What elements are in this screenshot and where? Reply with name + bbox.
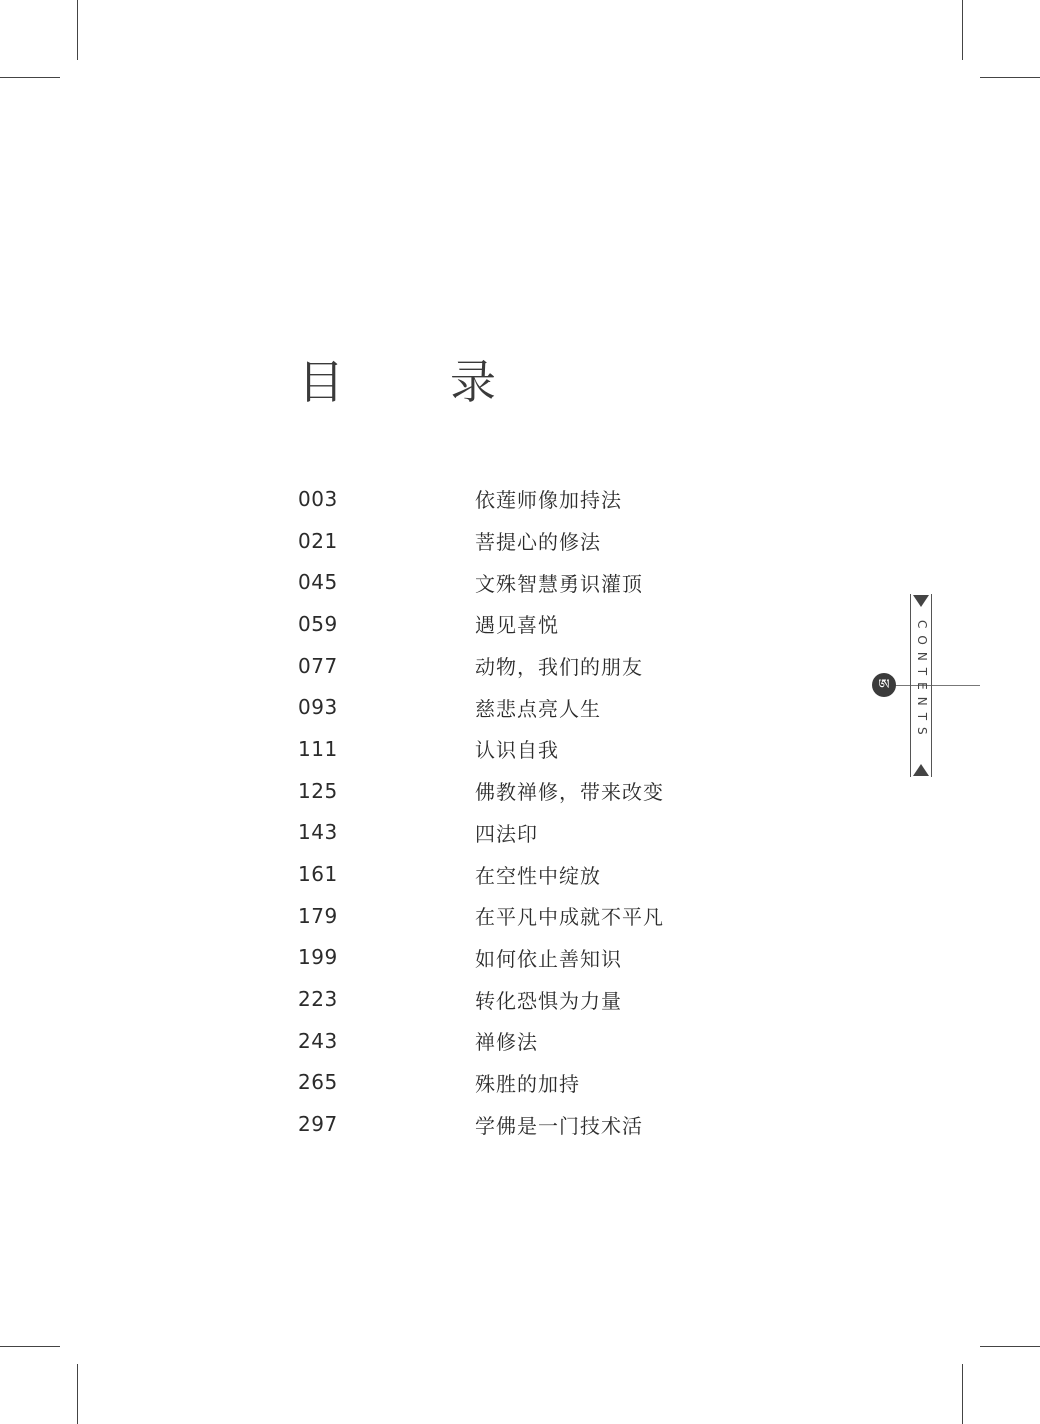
toc-page-number: 077 [298, 653, 338, 678]
crop-mark [0, 1346, 60, 1347]
crop-mark [980, 1346, 1040, 1347]
toc-entry[interactable] [298, 770, 718, 812]
toc-chapter-title: 动物，我们的朋友 [475, 655, 643, 680]
toc-chapter-title: 学佛是一门技术活 [475, 1113, 643, 1138]
toc-page-number: 059 [298, 611, 338, 636]
page-title: 目 录 [298, 355, 526, 409]
toc-entry[interactable] [298, 1062, 718, 1104]
toc-entry[interactable] [298, 603, 718, 645]
toc-entry[interactable] [298, 520, 718, 562]
toc-entry[interactable] [298, 895, 718, 937]
toc-entry[interactable] [298, 478, 718, 520]
toc-chapter-title: 佛教禅修，带来改变 [475, 780, 664, 805]
crop-mark [962, 1364, 963, 1424]
toc-entry[interactable] [298, 686, 718, 728]
toc-chapter-title: 文殊智慧勇识灌顶 [475, 571, 643, 596]
toc-entry[interactable] [298, 937, 718, 979]
toc-entry[interactable] [298, 1103, 718, 1145]
contents-label: CONTENTS [915, 620, 929, 742]
toc-page-number: 093 [298, 695, 338, 720]
tibetan-syllable-icon: ཨ [872, 673, 896, 697]
toc-chapter-title: 在空性中绽放 [475, 863, 601, 888]
toc-entry[interactable] [298, 978, 718, 1020]
toc-entry[interactable] [298, 645, 718, 687]
toc-page-number: 003 [298, 486, 338, 511]
crop-mark [77, 0, 78, 60]
toc-chapter-title: 认识自我 [475, 738, 559, 763]
crop-mark [980, 77, 1040, 78]
toc-page-number: 021 [298, 528, 338, 553]
toc-entry[interactable] [298, 1020, 718, 1062]
toc-page-number: 111 [298, 736, 338, 761]
side-rule [895, 685, 980, 686]
toc-page-number: 143 [298, 820, 338, 845]
toc-chapter-title: 如何依止善知识 [475, 946, 622, 971]
toc-page-number: 179 [298, 903, 338, 928]
toc-chapter-title: 禅修法 [475, 1030, 538, 1055]
toc-chapter-title: 慈悲点亮人生 [475, 696, 601, 721]
toc-entry[interactable] [298, 853, 718, 895]
toc-chapter-title: 转化恐惧为力量 [475, 988, 622, 1013]
toc-chapter-title: 遇见喜悦 [475, 613, 559, 638]
toc-page-number: 265 [298, 1070, 338, 1095]
crop-mark [77, 1364, 78, 1424]
crop-mark [962, 0, 963, 60]
toc-page-number: 161 [298, 862, 338, 887]
toc-chapter-title: 菩提心的修法 [475, 530, 601, 555]
toc-entry[interactable] [298, 728, 718, 770]
crop-mark [0, 77, 60, 78]
toc-page-number: 199 [298, 945, 338, 970]
toc-entry[interactable] [298, 812, 718, 854]
contents-side-tab [910, 594, 932, 777]
toc-chapter-title: 殊胜的加持 [475, 1071, 580, 1096]
table-of-contents [298, 478, 718, 1145]
toc-chapter-title: 在平凡中成就不平凡 [475, 905, 664, 930]
toc-page-number: 045 [298, 570, 338, 595]
toc-page-number: 243 [298, 1028, 338, 1053]
toc-page-number: 223 [298, 987, 338, 1012]
toc-chapter-title: 依莲师像加持法 [475, 488, 622, 513]
triangle-up-icon [913, 764, 929, 776]
toc-entry[interactable] [298, 561, 718, 603]
triangle-down-icon [913, 595, 929, 607]
toc-page-number: 297 [298, 1112, 338, 1137]
toc-page-number: 125 [298, 778, 338, 803]
toc-chapter-title: 四法印 [475, 821, 538, 846]
